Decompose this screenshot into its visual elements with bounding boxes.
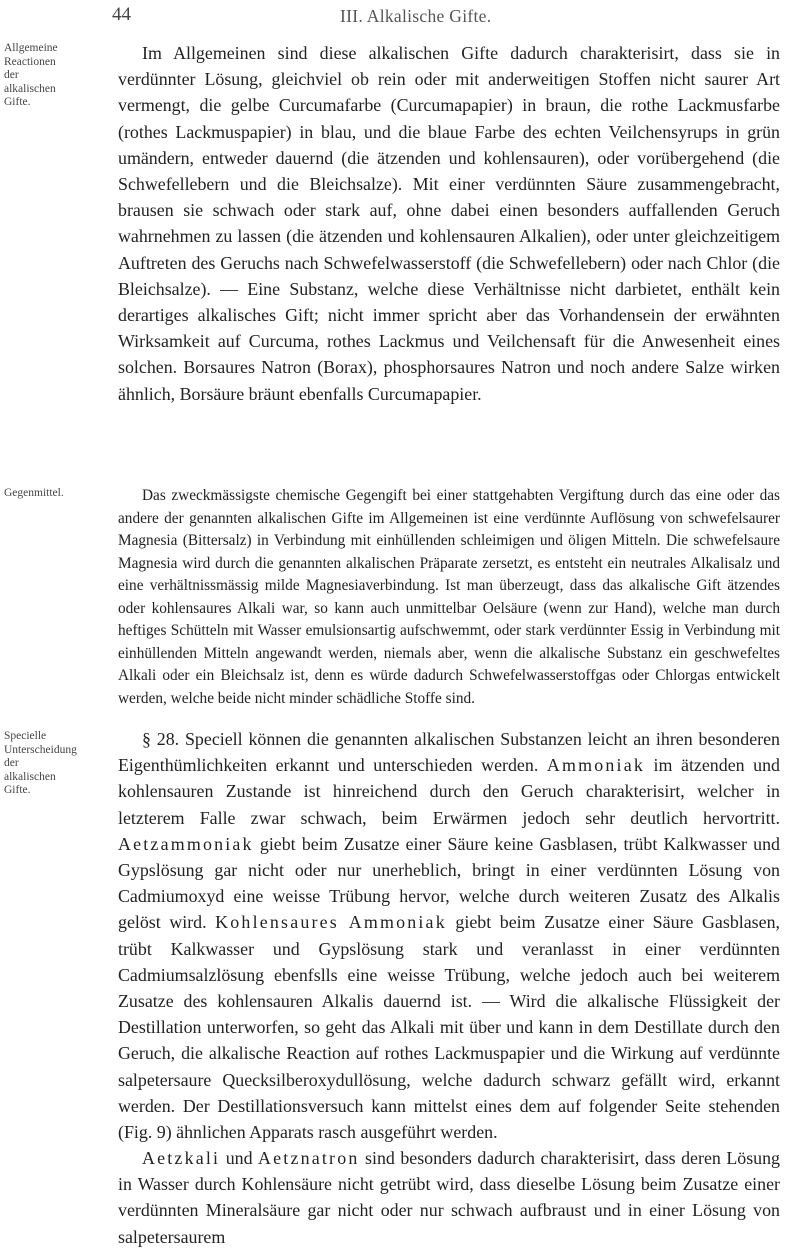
paragraph-antidote <box>118 485 780 710</box>
paragraph-general-reactions <box>118 40 780 407</box>
paragraph-text <box>118 1145 780 1250</box>
section-text: im ätzenden und kohlensauren Zustande ist hinreichend durch den Geruch charakterisirt, welcher in letzterem Falle zwar schwach, beim Erwärmen jedoch sehr deutlich hervortritt. <box>118 755 780 828</box>
section-text: giebt beim Zusatze einer Säure keine Gasblasen, trübt Kalkwasser und Gypslösung gar nicht oder nur unerheblich, bringt in einer verdünnten Lösung von Cadmiumoxyd eine weisse Trübung hervor, welche durch weiteren Zusatz des Alkalis gelöst wird. <box>118 833 780 933</box>
paragraph-special-section <box>118 726 780 1145</box>
section-text: § 28. Speciell können die genannten alkalischen Substanzen leicht an ihren besonderen Eigenthümlichkeiten erkannt und unterschieden werden. <box>118 729 780 776</box>
paragraph-aetzkali <box>118 1145 780 1250</box>
paragraph-text: Im Allgemeinen sind diese alkalischen Gifte dadurch charakterisirt, dass sie in verdünnter Lösung, gleichviel ob rein oder mit anderweitigen Stoffen nicht saurer Art vermengt, die gelbe Curcumafarbe (Curcumapapier) in braun, die rothe Lackmusfarbe (rothes Lackmuspapier) in blau, und die blaue Farbe des echten Veilchensyrups in grün umändern, entweder dauernd (die ätzenden und kohlensauren), oder vorübergehend (die Schwefellebern und die Bleichsalze). Mit einer verdünnten Säure zusammengebracht, brausen sie schwach oder stark auf, ohne dabei einen besonders auffallenden Geruch wahrnehmen zu lassen (die ätzenden und kohlensauren Alkalien), oder unter gleichzeitigem Auftreten des Geruchs nach Schwefelwasserstoff (die Schwefellebern) oder nach Chlor (die Bleichsalze). — Eine Substanz, welche diese Verhältnisse nicht darbietet, enthält kein derartiges alkalisches Gift; nicht immer spricht aber das Vorhandensein der erwähnten Wirksamkeit auf Curcuma, rothes Lackmus und Veilchensaft für die Anwesenheit eines solchen. Borsaures Natron (Borax), phosphorsaures Natron und noch andere Salze wirken ähnlich, Borsäure bräunt ebenfalls Curcumapapier. <box>118 43 780 404</box>
paragraph-text <box>118 726 780 1145</box>
section-text: sind besonders dadurch charakterisirt, dass deren Lösung in Wasser durch Kohlensäure nicht getrübt wird, dass dieselbe Lösung beim Zusatze einer verdünnten Mineralsäure gar nicht oder nur schwach aufbraust und in einer Lösung von salpetersaurem <box>118 1148 781 1247</box>
paragraph-text: Das zweckmässigste chemische Gegengift bei einer stattgehabten Vergiftung durch das eine oder das andere der genannten alkalischen Gifte im Allgemeinen ist eine verdünnte Auflösung von schwefelsaurer Magnesia (Bittersalz) in Verbindung mit einhüllenden schleimigen und öligen Mitteln. Die schwefelsaure Magnesia wird durch die genannten alkalischen Präparate zersetzt, es entsteht ein neutrales Alkalisalz und eine verhältnissmässig milde Magnesiaverbindung. Ist man überzeugt, dass das alkalische Gift ätzendes oder kohlensaures Alkali war, so kann auch unmittelbar Oelsäure (wenn zur Hand), welche man durch heftiges Schütteln mit Wasser emulsionsartig aufschwemmt, oder stark verdünnter Essig in Verbindung mit einhüllenden Mitteln angewandt werden, niemals aber, wenn die alkalische Substanz ein geschwefeltes Alkali oder ein Bleichsalz ist, denn es würde dadurch Schwefelwasserstoffgas oder Chlorgas entwickelt werden, welche beide nicht minder schädliche Stoffe sind. <box>118 487 780 707</box>
term-kohlensaures-ammoniak: Kohlensaures Ammoniak <box>215 912 447 933</box>
term-aetzammoniak: Aetzammoniak <box>118 833 254 854</box>
term-aetzkali: Aetzkali <box>142 1148 221 1168</box>
page-number: 44 <box>112 4 131 25</box>
term-aetznatron: Aetznatron <box>258 1148 360 1168</box>
section-text: und <box>220 1148 259 1168</box>
margin-note-antidote: Gegenmittel. <box>4 487 64 499</box>
page-header <box>0 4 800 32</box>
margin-note-special-distinction: Specielle Unterscheidung der alkalischen Gifte. <box>4 730 77 796</box>
term-ammoniak: Ammoniak <box>546 755 645 776</box>
section-text: giebt beim Zusatze einer Säure Gasblasen, trübt Kalkwasser und Gypslösung stark und veranlasst in einer verdünnten Cadmiumsalzlösung ebenfslls eine weisse Trübung, welche jedoch auch bei weiterem Zusatze des kohlensauren Alkalis dauernd ist. — Wird die alkalische Flüssigkeit der Destillation unterworfen, so geht das Alkali mit über und kann in dem Destillate durch den Geruch, die alkalische Reaction auf rothes Lackmuspapier und die Wirkung auf verdünnte salpetersaure Quecksilberoxydullösung, welche dadurch schwarz gefällt wird, erkannt werden. Der Destillationsversuch kann mittelst eines dem auf folgender Seite stehenden (Fig. 9) ähnlichen Apparats rasch ausgeführt werden. <box>118 912 780 1143</box>
margin-note-general-reactions: Allgemeine Reactionen der alkalischen Gifte. <box>4 42 58 108</box>
running-head: III. Alkalische Gifte. <box>340 6 492 26</box>
